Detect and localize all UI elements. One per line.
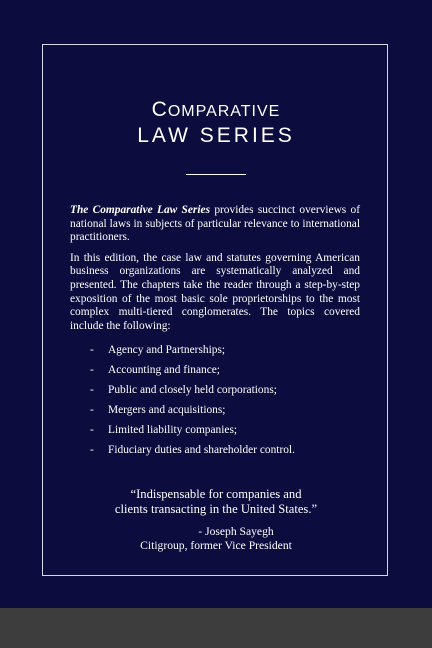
testimonial-attribution <box>60 525 372 553</box>
title-initial: C <box>151 98 168 121</box>
topic-label: Mergers and acquisitions; <box>108 404 226 417</box>
intro-text: provides succinct overviews of national laws in subjects of particular relevance to international practitioners. <box>70 204 360 244</box>
series-title-line2: LAW SERIES <box>137 124 295 147</box>
bullet-dash: - <box>90 384 94 397</box>
list-item <box>70 420 360 440</box>
description <box>70 204 360 460</box>
title-divider <box>186 174 246 175</box>
attribution-title: Citigroup, former Vice President <box>140 539 292 552</box>
list-item <box>70 360 360 380</box>
series-title-line1 <box>0 98 432 122</box>
bullet-dash: - <box>90 444 94 457</box>
topic-label: Public and closely held corporations; <box>108 384 277 397</box>
title-small-caps: OMPARATIVE <box>167 103 281 120</box>
attribution-name: - Joseph Sayegh <box>198 525 274 538</box>
testimonial-quote <box>60 487 372 516</box>
list-item <box>70 340 360 360</box>
series-name: The Comparative Law Series <box>70 204 211 216</box>
list-item <box>70 440 360 460</box>
list-item <box>70 380 360 400</box>
bullet-dash: - <box>90 344 94 357</box>
bullet-dash: - <box>90 364 94 377</box>
topic-label: Agency and Partnerships; <box>108 344 226 357</box>
edition-paragraph: In this edition, the case law and statutes governing American business organizations are systematically analyzed and presented. The chapters take the reader through a step-by-step exposition of the most basic sole proprietorships to the most complex multi-tiered conglomerates. The topics covered include the following: <box>70 251 360 332</box>
list-item <box>70 400 360 420</box>
topics-list <box>70 340 360 460</box>
quote-line2: clients transacting in the United States.” <box>114 501 318 516</box>
topic-label: Accounting and finance; <box>108 364 220 377</box>
bullet-dash: - <box>90 424 94 437</box>
intro-paragraph <box>70 204 360 245</box>
topic-label: Limited liability companies; <box>108 424 238 437</box>
bullet-dash: - <box>90 404 94 417</box>
topic-label: Fiduciary duties and shareholder control. <box>108 444 295 457</box>
quote-line1: “Indispensable for companies and <box>130 487 302 501</box>
bottom-band <box>0 608 432 648</box>
